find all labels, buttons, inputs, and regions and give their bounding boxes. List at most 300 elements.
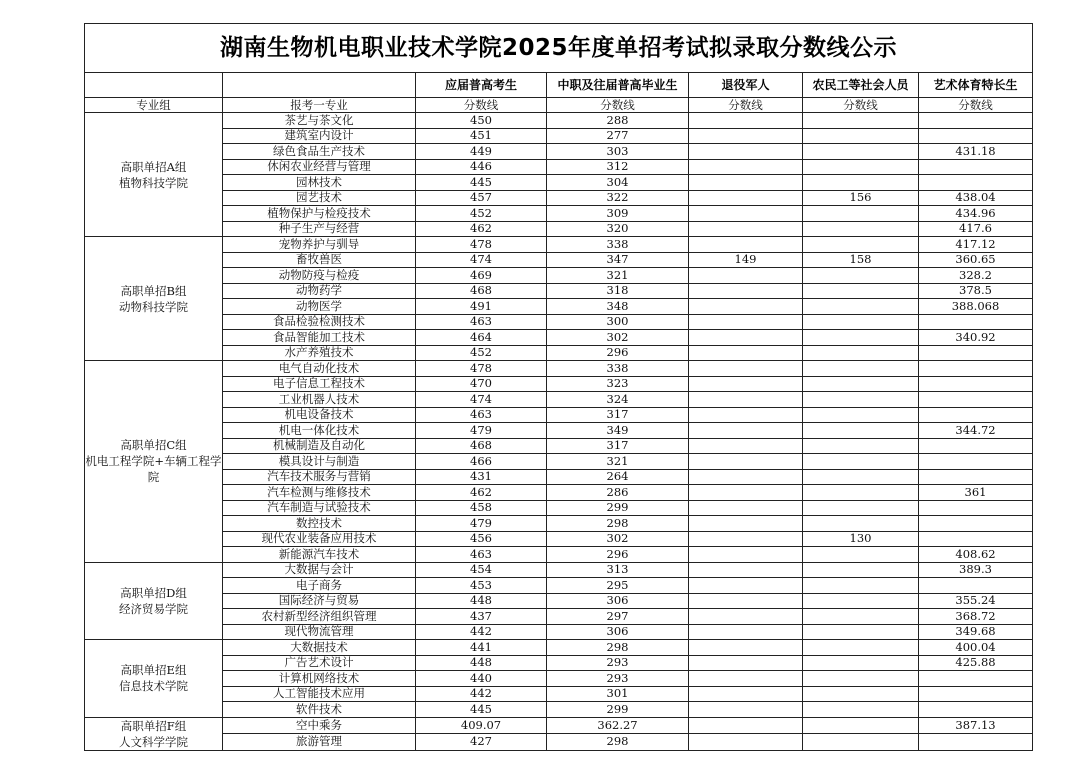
score-cell: 302: [547, 330, 689, 346]
score-cell: [803, 593, 919, 609]
score-cell: 318: [547, 283, 689, 299]
score-cell: 425.88: [919, 655, 1033, 671]
score-cell: 441: [416, 640, 547, 656]
score-cell: 417.6: [919, 221, 1033, 237]
score-cell: 449: [416, 144, 547, 160]
score-cell: [919, 516, 1033, 532]
score-cell: 431.18: [919, 144, 1033, 160]
major-cell: 计算机网络技术: [223, 671, 416, 687]
group-college: 动物科技学院: [119, 299, 188, 314]
score-column-header: 分数线: [919, 98, 1033, 113]
score-cell: [689, 361, 803, 377]
score-cell: [919, 314, 1033, 330]
table-row: [85, 640, 1033, 656]
score-cell: 454: [416, 562, 547, 578]
score-table: [84, 23, 1033, 751]
score-cell: 409.07: [416, 717, 547, 734]
score-cell: 309: [547, 206, 689, 222]
score-cell: 452: [416, 345, 547, 361]
group-cell: [85, 717, 223, 750]
group-cell: [85, 640, 223, 718]
table-row: [85, 361, 1033, 377]
major-cell: 宠物养护与驯导: [223, 237, 416, 253]
score-cell: 295: [547, 578, 689, 594]
score-cell: [803, 423, 919, 439]
score-cell: 297: [547, 609, 689, 625]
score-cell: [689, 268, 803, 284]
score-cell: [919, 500, 1033, 516]
score-cell: 474: [416, 392, 547, 408]
score-cell: 448: [416, 655, 547, 671]
score-cell: [919, 128, 1033, 144]
score-cell: 338: [547, 361, 689, 377]
score-cell: 277: [547, 128, 689, 144]
score-cell: 349: [547, 423, 689, 439]
score-cell: [919, 734, 1033, 751]
sub-header-row: [85, 98, 1033, 113]
score-cell: [689, 485, 803, 501]
score-cell: 321: [547, 454, 689, 470]
major-cell: 新能源汽车技术: [223, 547, 416, 563]
score-cell: 362.27: [547, 717, 689, 734]
score-cell: 130: [803, 531, 919, 547]
score-cell: 299: [547, 500, 689, 516]
score-cell: 306: [547, 593, 689, 609]
score-column-header: 分数线: [803, 98, 919, 113]
major-cell: 汽车检测与维修技术: [223, 485, 416, 501]
score-cell: 303: [547, 144, 689, 160]
score-cell: 442: [416, 624, 547, 640]
score-cell: [689, 345, 803, 361]
score-cell: [803, 330, 919, 346]
table-row: [85, 469, 1033, 485]
score-cell: 347: [547, 252, 689, 268]
score-cell: 301: [547, 686, 689, 702]
table-row: [85, 655, 1033, 671]
major-column-header: 报考一专业: [223, 98, 416, 113]
score-cell: [803, 485, 919, 501]
table-row: [85, 345, 1033, 361]
table-row: [85, 423, 1033, 439]
score-cell: 453: [416, 578, 547, 594]
score-cell: 328.2: [919, 268, 1033, 284]
score-cell: 440: [416, 671, 547, 687]
score-cell: [919, 469, 1033, 485]
score-cell: [919, 702, 1033, 718]
score-cell: [689, 190, 803, 206]
table-row: [85, 175, 1033, 191]
major-cell: 人工智能技术应用: [223, 686, 416, 702]
score-cell: 446: [416, 159, 547, 175]
score-cell: 469: [416, 268, 547, 284]
score-cell: 149: [689, 252, 803, 268]
major-cell: 园林技术: [223, 175, 416, 191]
score-cell: [803, 686, 919, 702]
score-cell: [919, 454, 1033, 470]
score-cell: 321: [547, 268, 689, 284]
table-row: [85, 702, 1033, 718]
table-row: [85, 268, 1033, 284]
score-cell: 264: [547, 469, 689, 485]
score-cell: [803, 562, 919, 578]
table-row: [85, 392, 1033, 408]
score-cell: [919, 392, 1033, 408]
score-cell: 360.65: [919, 252, 1033, 268]
score-cell: 298: [547, 640, 689, 656]
major-cell: 机械制造及自动化: [223, 438, 416, 454]
score-cell: [689, 407, 803, 423]
major-cell: 空中乘务: [223, 717, 416, 734]
score-cell: [803, 469, 919, 485]
score-cell: [803, 609, 919, 625]
score-cell: 296: [547, 345, 689, 361]
group-cell: [85, 361, 223, 563]
score-cell: 463: [416, 407, 547, 423]
major-cell: 汽车技术服务与营销: [223, 469, 416, 485]
score-cell: 304: [547, 175, 689, 191]
score-cell: [803, 206, 919, 222]
score-cell: 299: [547, 702, 689, 718]
score-cell: 293: [547, 671, 689, 687]
score-cell: 478: [416, 237, 547, 253]
group-name: 高职单招F组: [120, 718, 187, 733]
table-row: [85, 283, 1033, 299]
category-header-row: [85, 73, 1033, 98]
score-cell: 431: [416, 469, 547, 485]
score-cell: 378.5: [919, 283, 1033, 299]
score-cell: 458: [416, 500, 547, 516]
score-cell: [803, 702, 919, 718]
score-cell: 324: [547, 392, 689, 408]
score-cell: 302: [547, 531, 689, 547]
score-cell: [919, 113, 1033, 129]
score-cell: 491: [416, 299, 547, 315]
score-cell: 445: [416, 702, 547, 718]
score-cell: 158: [803, 252, 919, 268]
group-college: 经济贸易学院: [119, 601, 188, 616]
score-cell: 479: [416, 423, 547, 439]
score-cell: [803, 314, 919, 330]
score-cell: [689, 438, 803, 454]
score-cell: 450: [416, 113, 547, 129]
page-title: 湖南生物机电职业技术学院2025年度单招考试拟录取分数线公示: [85, 24, 1033, 73]
group-name: 高职单招A组: [120, 159, 187, 174]
score-cell: 427: [416, 734, 547, 751]
major-cell: 大数据与会计: [223, 562, 416, 578]
table-row: [85, 686, 1033, 702]
score-cell: 320: [547, 221, 689, 237]
score-cell: 349.68: [919, 624, 1033, 640]
major-cell: 动物药学: [223, 283, 416, 299]
table-row: [85, 547, 1033, 563]
title-row: [85, 24, 1033, 73]
score-cell: 338: [547, 237, 689, 253]
score-cell: [803, 438, 919, 454]
score-cell: [919, 376, 1033, 392]
major-cell: 机电一体化技术: [223, 423, 416, 439]
score-cell: 156: [803, 190, 919, 206]
score-cell: [689, 113, 803, 129]
score-cell: [803, 221, 919, 237]
score-cell: [803, 717, 919, 734]
score-cell: [803, 159, 919, 175]
score-cell: [689, 469, 803, 485]
score-cell: [803, 144, 919, 160]
score-cell: 442: [416, 686, 547, 702]
table-row: [85, 438, 1033, 454]
score-cell: 388.068: [919, 299, 1033, 315]
category-art-sports: 艺术体育特长生: [919, 73, 1033, 98]
score-cell: [689, 237, 803, 253]
major-cell: 畜牧兽医: [223, 252, 416, 268]
table-row: [85, 237, 1033, 253]
score-cell: [919, 407, 1033, 423]
score-cell: [689, 671, 803, 687]
major-cell: 汽车制造与试验技术: [223, 500, 416, 516]
group-college: 信息技术学院: [119, 679, 188, 694]
category-fresh-graduates: 应届普高考生: [416, 73, 547, 98]
table-row: [85, 516, 1033, 532]
score-cell: 361: [919, 485, 1033, 501]
category-migrant-workers: 农民工等社会人员: [803, 73, 919, 98]
score-cell: 312: [547, 159, 689, 175]
score-cell: 463: [416, 314, 547, 330]
score-cell: [803, 624, 919, 640]
score-cell: 298: [547, 516, 689, 532]
major-cell: 动物医学: [223, 299, 416, 315]
score-cell: [803, 407, 919, 423]
score-cell: 452: [416, 206, 547, 222]
score-cell: 317: [547, 438, 689, 454]
table-row: [85, 531, 1033, 547]
major-cell: 工业机器人技术: [223, 392, 416, 408]
score-cell: [689, 609, 803, 625]
score-cell: [689, 686, 803, 702]
score-cell: 313: [547, 562, 689, 578]
score-cell: [803, 376, 919, 392]
score-cell: 474: [416, 252, 547, 268]
score-cell: [689, 593, 803, 609]
group-cell: [85, 237, 223, 361]
major-cell: 旅游管理: [223, 734, 416, 751]
score-cell: [689, 144, 803, 160]
score-cell: [689, 175, 803, 191]
table-row: [85, 113, 1033, 129]
score-cell: 286: [547, 485, 689, 501]
score-cell: [803, 128, 919, 144]
score-cell: [803, 361, 919, 377]
score-cell: [689, 655, 803, 671]
category-veterans: 退役军人: [689, 73, 803, 98]
score-cell: 296: [547, 547, 689, 563]
score-cell: [803, 268, 919, 284]
group-college: 机电工程学院+车辆工程学院: [85, 454, 222, 485]
category-blank-cell: [85, 73, 223, 98]
major-cell: 现代物流管理: [223, 624, 416, 640]
major-cell: 现代农业装备应用技术: [223, 531, 416, 547]
score-cell: 466: [416, 454, 547, 470]
table-row: [85, 206, 1033, 222]
score-cell: [803, 500, 919, 516]
score-cell: [689, 454, 803, 470]
major-cell: 茶艺与茶文化: [223, 113, 416, 129]
score-cell: 288: [547, 113, 689, 129]
score-cell: [803, 175, 919, 191]
score-cell: [689, 531, 803, 547]
score-cell: [803, 237, 919, 253]
group-column-header: 专业组: [85, 98, 223, 113]
category-vocational-graduates: 中职及往届普高毕业生: [547, 73, 689, 98]
major-cell: 机电设备技术: [223, 407, 416, 423]
score-cell: [919, 686, 1033, 702]
score-cell: 298: [547, 734, 689, 751]
group-college: 人文科学学院: [119, 734, 188, 749]
score-cell: [689, 423, 803, 439]
score-cell: [689, 624, 803, 640]
group-name: 高职单招C组: [120, 438, 187, 453]
score-column-header: 分数线: [689, 98, 803, 113]
score-cell: 434.96: [919, 206, 1033, 222]
table-row: [85, 144, 1033, 160]
table-row: [85, 624, 1033, 640]
score-cell: [803, 734, 919, 751]
score-cell: [689, 206, 803, 222]
table-row: [85, 734, 1033, 751]
major-cell: 电气自动化技术: [223, 361, 416, 377]
score-cell: [803, 113, 919, 129]
table-row: [85, 500, 1033, 516]
group-cell: [85, 113, 223, 237]
score-cell: 479: [416, 516, 547, 532]
table-row: [85, 252, 1033, 268]
table-row: [85, 562, 1033, 578]
score-cell: [689, 299, 803, 315]
score-cell: 323: [547, 376, 689, 392]
score-cell: [803, 655, 919, 671]
score-cell: 470: [416, 376, 547, 392]
table-row: [85, 593, 1033, 609]
score-cell: [689, 283, 803, 299]
major-cell: 绿色食品生产技术: [223, 144, 416, 160]
major-cell: 电子信息工程技术: [223, 376, 416, 392]
score-cell: [803, 578, 919, 594]
table-row: [85, 159, 1033, 175]
category-blank-cell: [223, 73, 416, 98]
score-cell: 468: [416, 283, 547, 299]
score-cell: [803, 454, 919, 470]
score-cell: [919, 361, 1033, 377]
major-cell: 食品智能加工技术: [223, 330, 416, 346]
group-cell: [85, 562, 223, 640]
score-cell: [803, 671, 919, 687]
score-cell: [689, 640, 803, 656]
score-cell: [919, 345, 1033, 361]
score-cell: [689, 128, 803, 144]
score-cell: 456: [416, 531, 547, 547]
major-cell: 软件技术: [223, 702, 416, 718]
table-row: [85, 190, 1033, 206]
score-cell: 300: [547, 314, 689, 330]
score-cell: [919, 671, 1033, 687]
table-row: [85, 221, 1033, 237]
score-cell: 464: [416, 330, 547, 346]
score-cell: 462: [416, 485, 547, 501]
score-cell: 451: [416, 128, 547, 144]
score-cell: 387.13: [919, 717, 1033, 734]
major-cell: 电子商务: [223, 578, 416, 594]
score-cell: 400.04: [919, 640, 1033, 656]
score-cell: [803, 392, 919, 408]
score-cell: [919, 578, 1033, 594]
table-row: [85, 578, 1033, 594]
score-cell: 317: [547, 407, 689, 423]
major-cell: 农村新型经济组织管理: [223, 609, 416, 625]
score-cell: [803, 345, 919, 361]
major-cell: 水产养殖技术: [223, 345, 416, 361]
score-cell: [689, 516, 803, 532]
score-cell: 468: [416, 438, 547, 454]
score-cell: [689, 159, 803, 175]
score-cell: [689, 578, 803, 594]
score-cell: 348: [547, 299, 689, 315]
score-cell: 355.24: [919, 593, 1033, 609]
score-cell: [689, 702, 803, 718]
score-cell: 462: [416, 221, 547, 237]
score-cell: 478: [416, 361, 547, 377]
major-cell: 广告艺术设计: [223, 655, 416, 671]
score-cell: 408.62: [919, 547, 1033, 563]
table-row: [85, 376, 1033, 392]
score-cell: [919, 175, 1033, 191]
table-row: [85, 330, 1033, 346]
score-cell: [803, 640, 919, 656]
table-row: [85, 717, 1033, 734]
score-cell: [689, 562, 803, 578]
score-cell: 344.72: [919, 423, 1033, 439]
group-name: 高职单招E组: [120, 663, 187, 678]
table-row: [85, 299, 1033, 315]
score-cell: [689, 734, 803, 751]
score-cell: [689, 547, 803, 563]
score-cell: 322: [547, 190, 689, 206]
score-cell: 438.04: [919, 190, 1033, 206]
score-cell: 448: [416, 593, 547, 609]
score-cell: [689, 500, 803, 516]
table-row: [85, 128, 1033, 144]
major-cell: 种子生产与经营: [223, 221, 416, 237]
major-cell: 食品检验检测技术: [223, 314, 416, 330]
score-cell: [803, 547, 919, 563]
table-row: [85, 609, 1033, 625]
table-row: [85, 454, 1033, 470]
score-cell: 389.3: [919, 562, 1033, 578]
score-column-header: 分数线: [416, 98, 547, 113]
score-cell: [803, 299, 919, 315]
major-cell: 动物防疫与检疫: [223, 268, 416, 284]
major-cell: 建筑室内设计: [223, 128, 416, 144]
score-cell: 306: [547, 624, 689, 640]
major-cell: 休闲农业经营与管理: [223, 159, 416, 175]
score-cell: [689, 376, 803, 392]
table-row: [85, 485, 1033, 501]
major-cell: 园艺技术: [223, 190, 416, 206]
group-college: 植物科技学院: [119, 175, 188, 190]
table-row: [85, 314, 1033, 330]
score-cell: [803, 283, 919, 299]
score-cell: [689, 314, 803, 330]
score-cell: 463: [416, 547, 547, 563]
table-row: [85, 671, 1033, 687]
